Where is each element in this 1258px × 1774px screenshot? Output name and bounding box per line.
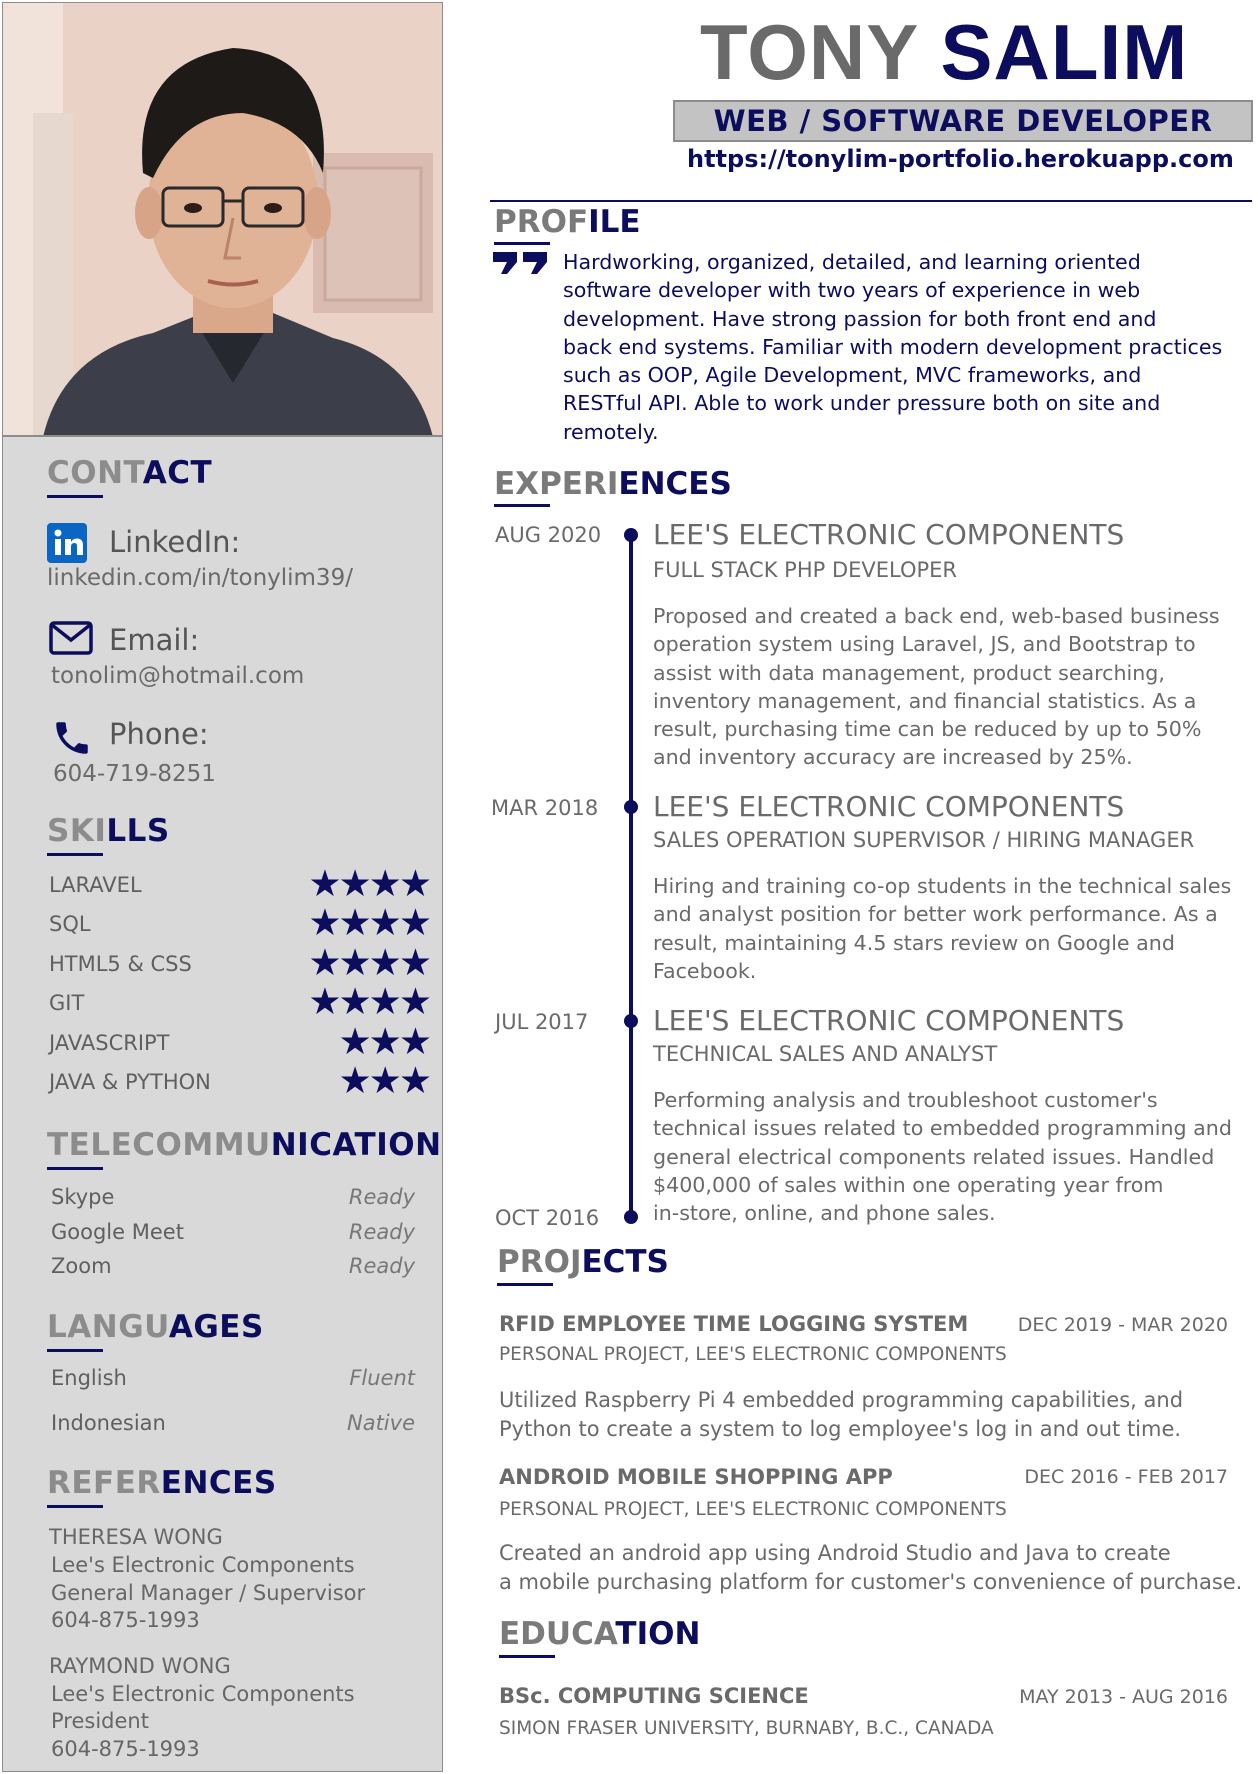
projects-heading: PROJECTS bbox=[497, 1244, 669, 1280]
education-degree: BSc. COMPUTING SCIENCE bbox=[499, 1684, 809, 1708]
skill-name: SQL bbox=[49, 912, 91, 936]
skill-row bbox=[49, 1059, 429, 1102]
quote-icon bbox=[491, 250, 551, 280]
project-date: DEC 2019 - MAR 2020 bbox=[1017, 1314, 1228, 1336]
experience-role: TECHNICAL SALES AND ANALYST bbox=[653, 1042, 998, 1066]
project-subtitle: PERSONAL PROJECT, LEE'S ELECTRONIC COMPONENTS bbox=[499, 1499, 1007, 1520]
timeline-dot bbox=[624, 1210, 638, 1224]
skill-row bbox=[49, 980, 429, 1023]
header-divider bbox=[490, 200, 1252, 202]
telecommunication-heading: TELECOMMUNICATION bbox=[47, 1127, 442, 1163]
experiences-heading: EXPERIENCES bbox=[494, 466, 732, 502]
timeline-line bbox=[629, 535, 633, 1218]
phone-value[interactable]: 604-719-8251 bbox=[53, 761, 216, 787]
experience-end-date: OCT 2016 bbox=[495, 1206, 600, 1230]
reference-company: Lee's Electronic Components bbox=[51, 1682, 355, 1706]
skill-stars: ★★★ bbox=[338, 1020, 429, 1063]
skill-stars: ★★★★ bbox=[308, 901, 429, 944]
project-title: RFID EMPLOYEE TIME LOGGING SYSTEM bbox=[499, 1312, 969, 1336]
skill-row bbox=[49, 1020, 429, 1063]
skill-name: JAVASCRIPT bbox=[49, 1031, 170, 1055]
experience-date: AUG 2020 bbox=[495, 523, 602, 547]
education-heading-underline bbox=[499, 1655, 555, 1658]
experience-role: FULL STACK PHP DEVELOPER bbox=[653, 558, 958, 582]
phone-label: Phone: bbox=[109, 717, 209, 751]
project-description: Utilized Raspberry Pi 4 embedded programming capabilities, and Python to create a system to log employee's log in and out time. bbox=[499, 1388, 1184, 1441]
linkedin-label: LinkedIn: bbox=[109, 525, 241, 559]
project-subtitle: PERSONAL PROJECT, LEE'S ELECTRONIC COMPONENTS bbox=[499, 1344, 1007, 1365]
timeline-dot bbox=[624, 1014, 638, 1028]
phone-icon[interactable] bbox=[51, 717, 93, 763]
project-title: ANDROID MOBILE SHOPPING APP bbox=[499, 1465, 893, 1489]
skill-stars: ★★★★ bbox=[308, 941, 429, 984]
job-title-banner: WEB / SOFTWARE DEVELOPER bbox=[673, 100, 1253, 142]
telecom-name: Google Meet bbox=[51, 1220, 184, 1244]
candidate-name: TONY SALIM bbox=[700, 8, 1189, 96]
experience-company: LEE'S ELECTRONIC COMPONENTS bbox=[653, 518, 1125, 551]
linkedin-value[interactable]: linkedin.com/in/tonylim39/ bbox=[47, 565, 353, 591]
education-date: MAY 2013 - AUG 2016 bbox=[1019, 1686, 1228, 1708]
skill-stars: ★★★★ bbox=[308, 980, 429, 1023]
reference-role: General Manager / Supervisor bbox=[51, 1581, 366, 1605]
experience-description: Performing analysis and troubleshoot customer's technical issues related to embedded programming and general electrical components related issues. Handled $400,000 of sales within one operating year from in-store, online, and phone sales. bbox=[653, 1088, 1232, 1226]
language-name: Indonesian bbox=[51, 1411, 166, 1435]
language-level: Fluent bbox=[349, 1366, 415, 1390]
education-school: SIMON FRASER UNIVERSITY, BURNABY, B.C., CANADA bbox=[499, 1718, 994, 1739]
skill-row bbox=[49, 941, 429, 984]
telecom-name: Zoom bbox=[51, 1254, 112, 1278]
references-heading: REFERENCES bbox=[47, 1465, 277, 1501]
skills-heading: SKILLS bbox=[47, 813, 170, 849]
email-label: Email: bbox=[109, 623, 200, 657]
profile-photo bbox=[3, 3, 442, 437]
experience-description: Hiring and training co-op students in the technical sales and analyst position for better work performance. As a result, maintaining 4.5 stars review on Google and Facebook. bbox=[653, 874, 1232, 983]
timeline-dot bbox=[624, 800, 638, 814]
experience-company: LEE'S ELECTRONIC COMPONENTS bbox=[653, 790, 1125, 823]
skill-row bbox=[49, 901, 429, 944]
telecom-status: Ready bbox=[348, 1185, 415, 1209]
reference-phone: 604-875-1993 bbox=[51, 1737, 200, 1761]
skill-stars: ★★★★ bbox=[308, 862, 429, 905]
experience-date: MAR 2018 bbox=[491, 796, 599, 820]
experience-company: LEE'S ELECTRONIC COMPONENTS bbox=[653, 1004, 1125, 1037]
portrait-illustration bbox=[3, 3, 442, 437]
skill-row bbox=[49, 862, 429, 905]
experience-date: JUL 2017 bbox=[495, 1010, 589, 1034]
telecom-status: Ready bbox=[348, 1254, 415, 1278]
languages-heading: LANGUAGES bbox=[47, 1309, 264, 1345]
languages-heading-underline bbox=[47, 1349, 103, 1352]
telecom-name: Skype bbox=[51, 1185, 115, 1209]
linkedin-icon[interactable] bbox=[47, 523, 87, 567]
project-description: Created an android app using Android Studio and Java to create a mobile purchasing platform for customer's convenience of purchase. bbox=[499, 1541, 1243, 1594]
skill-name: LARAVEL bbox=[49, 873, 142, 897]
telecom-status: Ready bbox=[348, 1220, 415, 1244]
skill-name: HTML5 & CSS bbox=[49, 952, 192, 976]
projects-heading-underline bbox=[497, 1283, 553, 1286]
telecommunication-heading-underline bbox=[47, 1167, 103, 1170]
reference-phone: 604-875-1993 bbox=[51, 1608, 200, 1632]
skills-heading-underline bbox=[47, 853, 103, 856]
experience-description: Proposed and created a back end, web-based business operation system using Laravel, JS, and Bootstrap to assist with data management, product searching, inventory management, and financial statistics. As a result, purchasing time can be reduced by up to 50% and inventory accuracy are increased by 25%. bbox=[653, 604, 1220, 770]
skill-name: JAVA & PYTHON bbox=[49, 1070, 211, 1094]
profile-summary: Hardworking, organized, detailed, and learning oriented software developer with two years of experience in web development. Have strong passion for both front end and back end systems. Familiar with modern development practices such as OOP, Agile Development, MVC frameworks, and RESTful API. Able to work under pressure both on site and remotely. bbox=[563, 250, 1223, 444]
language-name: English bbox=[51, 1366, 127, 1390]
email-icon[interactable] bbox=[49, 621, 93, 659]
language-level: Native bbox=[347, 1411, 415, 1435]
contact-heading-underline bbox=[47, 495, 103, 498]
reference-name: THERESA WONG bbox=[49, 1525, 223, 1549]
skill-stars: ★★★ bbox=[338, 1059, 429, 1102]
education-heading: EDUCATION bbox=[499, 1616, 701, 1652]
reference-role: President bbox=[51, 1709, 149, 1733]
skill-name: GIT bbox=[49, 991, 85, 1015]
profile-heading: PROFILE bbox=[494, 204, 641, 240]
profile-heading-underline bbox=[494, 242, 550, 245]
timeline-dot bbox=[624, 528, 638, 542]
reference-company: Lee's Electronic Components bbox=[51, 1553, 355, 1577]
email-value[interactable]: tonolim@hotmail.com bbox=[51, 663, 305, 689]
experiences-heading-underline bbox=[494, 504, 550, 507]
reference-name: RAYMOND WONG bbox=[49, 1654, 231, 1678]
project-date: DEC 2016 - FEB 2017 bbox=[1024, 1466, 1228, 1488]
portfolio-link[interactable]: https://tonylim-portfolio.herokuapp.com bbox=[687, 145, 1234, 173]
sidebar bbox=[2, 2, 443, 1772]
contact-heading: CONTACT bbox=[47, 455, 213, 491]
references-heading-underline bbox=[47, 1505, 103, 1508]
experience-role: SALES OPERATION SUPERVISOR / HIRING MANAGER bbox=[653, 828, 1195, 852]
